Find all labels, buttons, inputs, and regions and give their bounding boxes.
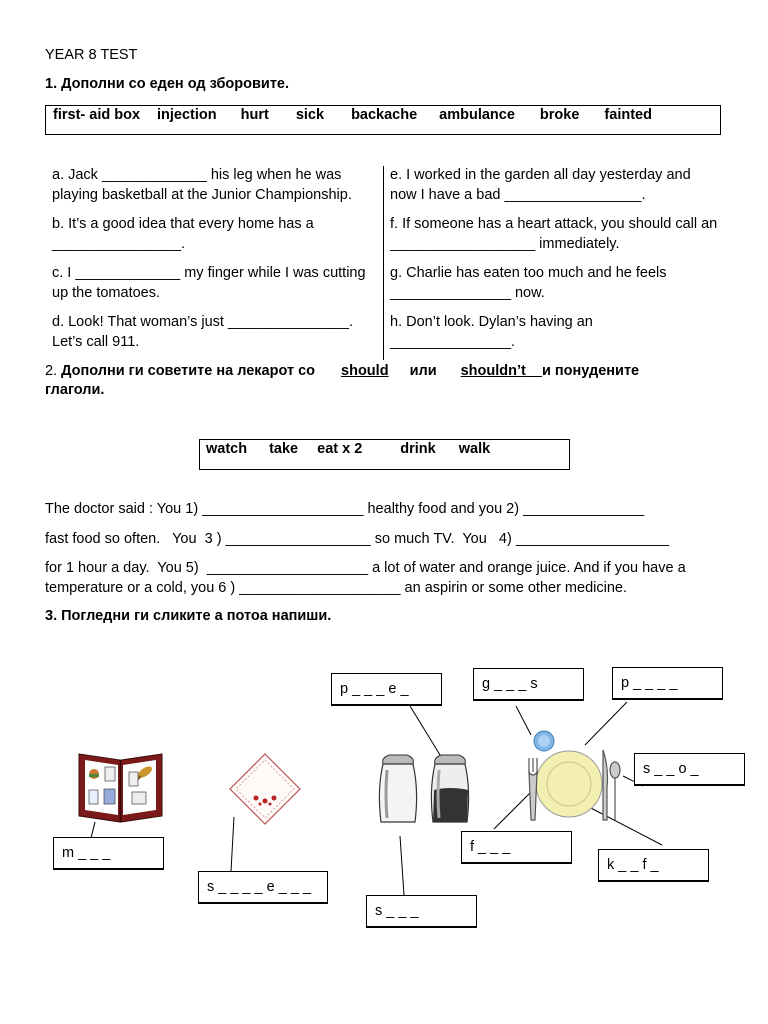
- label-plate: p _ _ _ _: [612, 667, 723, 700]
- doctor-line-1: The doctor said : You 1) ____________________ healthy food and you 2) _______________: [45, 501, 645, 517]
- label-pepper: p _ _ _ e _: [331, 673, 442, 706]
- doctor-line-2: fast food so often. You 3 ) __________________ so much TV. You 4) ___________________: [45, 531, 670, 547]
- label-spoon: s _ _ o _: [634, 753, 745, 786]
- sentence-d: d. Look! That woman’s just _______________. Let’s call 911.: [52, 314, 353, 350]
- sentence-h: h. Don’t look. Dylan’s having an _______________.: [390, 314, 593, 350]
- word-ambulance: ambulance: [439, 107, 515, 123]
- serviette-icon: [228, 752, 303, 827]
- place-setting-icon: [523, 728, 627, 824]
- word-walk: walk: [458, 441, 491, 457]
- sentence-f: f. If someone has a heart attack, you should call an __________________ immediately.: [390, 216, 718, 252]
- word-fainted: fainted: [604, 107, 652, 123]
- salt-connector: [400, 836, 404, 895]
- page-title: YEAR 8 TEST: [45, 47, 138, 63]
- sentence-e: e. I worked in the garden all day yesterday and now I have a bad _________________.: [390, 167, 691, 203]
- word-first-aid-box: first- aid box: [53, 107, 141, 123]
- task2-heading-a: Дополни ги советите на лекарот со: [61, 363, 316, 379]
- or-word: или: [409, 363, 437, 379]
- label-glass: g _ _ _ s: [473, 668, 584, 701]
- pepper-connector: [410, 706, 440, 755]
- task2-number: 2.: [45, 363, 58, 379]
- word-take: take: [269, 441, 299, 457]
- word-sick: sick: [295, 107, 325, 123]
- task1-heading: 1. Дополни со еден од зборовите.: [45, 76, 290, 92]
- word-drink: drink: [400, 441, 436, 457]
- word-backache: backache: [351, 107, 418, 123]
- sentence-c: c. I _____________ my finger while I was cutting up the tomatoes.: [52, 265, 366, 301]
- word-hurt: hurt: [240, 107, 269, 123]
- label-knife: k _ _ f _: [598, 849, 709, 882]
- task2-heading-c: глаголи.: [45, 382, 105, 398]
- word-watch: watch: [206, 441, 248, 457]
- shouldnt-word: shouldn’t: [460, 363, 526, 379]
- sentence-a: a. Jack _____________ his leg when he was playing basketball at the Junior Championship.: [52, 167, 352, 203]
- menu-connector: [91, 822, 95, 838]
- task3-heading: 3. Погледни ги сликите а потоа напиши.: [45, 608, 332, 624]
- label-fork: f _ _ _: [461, 831, 572, 864]
- word-eat: eat x 2: [317, 441, 363, 457]
- sentence-g: g. Charlie has eaten too much and he feels _______________ now.: [390, 265, 667, 301]
- word-injection: injection: [157, 107, 217, 123]
- menu-icon: [77, 752, 164, 824]
- doctor-line-3: for 1 hour a day. You 5) ____________________ a lot of water and orange juice. And if you have a: [45, 560, 686, 576]
- label-salt: s _ _ _: [366, 895, 477, 928]
- doctor-line-4: temperature or a cold, you 6 ) ____________________ an aspirin or some other medicine.: [45, 580, 627, 596]
- label-serviette: s _ _ _ _ e _ _ _: [198, 871, 328, 904]
- word-broke: broke: [539, 107, 580, 123]
- salt-pepper-shakers-icon: [377, 750, 474, 828]
- task2-heading-b: и понудените: [541, 363, 640, 379]
- sentence-b: b. It’s a good idea that every home has a ________________.: [52, 216, 314, 252]
- label-menu: m _ _ _: [53, 837, 164, 870]
- should-word: should: [341, 363, 389, 379]
